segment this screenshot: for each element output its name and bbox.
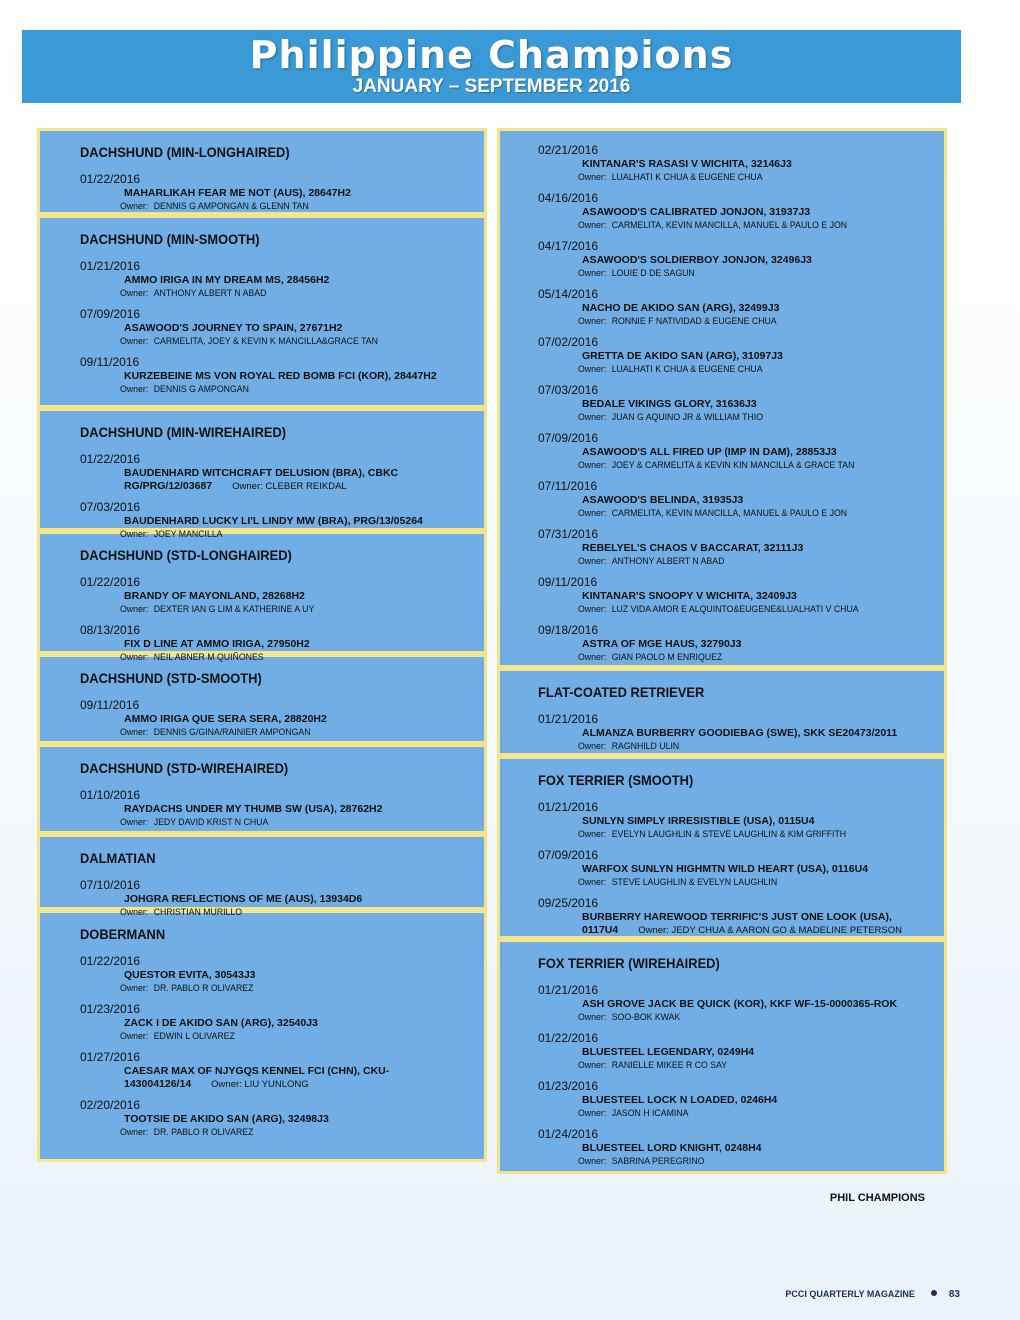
award-date: 01/23/2016 [538,1079,599,1093]
page-title: Philippine Champions [249,33,734,77]
dog-name: AMMO IRIGA IN MY DREAM MS, 28456H2 [124,274,330,286]
owner-line [120,1030,442,1043]
owner-name: LUALHATI K CHUA & EUGENE CHUA [611,364,763,375]
champion-entry [80,1002,470,1043]
owner-label: Owner: [578,1156,607,1167]
page-subtitle: JANUARY – SEPTEMBER 2016 [352,76,631,97]
breed-section [37,215,487,408]
owner-label: Owner: [578,172,607,183]
owner-name: JOEY MANCILLA [153,529,223,540]
owner-name: JASON H ICAMINA [611,1108,689,1119]
dog-name: TOOTSIE DE AKIDO SAN (ARG), 32498J3 [124,1113,329,1125]
dog-name: ASTRA OF MGE HAUS, 32790J3 [582,638,742,650]
owner-label: Owner: [211,1079,242,1090]
owner-label: Owner: [578,364,607,375]
breed-heading: FOX TERRIER (SMOOTH) [538,772,694,788]
owner-name: DR. PABLO R OLIVAREZ [153,983,254,994]
owner-line [578,740,902,753]
section-footer: PHIL CHAMPIONS [829,1192,925,1204]
breed-section [37,128,487,215]
owner-label: Owner: [120,652,149,663]
bullet-dot-icon [931,1290,937,1296]
page-footer [785,1289,960,1300]
award-date: 01/21/2016 [538,712,599,726]
owner-line [578,828,902,841]
owner-line [578,315,902,328]
owner-label: Owner: [578,412,607,423]
award-date: 09/11/2016 [538,575,598,589]
champion-entry [538,287,930,328]
owner-line [578,219,902,232]
owner-line [578,1107,902,1120]
owner-name: SABRINA PEREGRINO [611,1156,705,1167]
award-date: 01/22/2016 [80,575,141,589]
owner-label: Owner: [120,817,149,828]
award-date: 01/10/2016 [80,788,141,802]
champion-entry [538,712,930,753]
owner-label: Owner: [120,727,149,738]
owner-name: CARMELITA, KEVIN MANCILLA, MANUEL & PAULO E JON [611,508,848,519]
champion-entry [80,172,470,213]
owner-line [120,651,442,664]
breed-section [497,668,947,756]
owner-name: LOUIE D DE SAGUN [611,268,695,279]
champion-entry [80,452,470,493]
award-date: 07/03/2016 [80,500,141,514]
owner-name: CHRISTIAN MURILLO [153,907,243,918]
owner-line [120,816,442,829]
award-date: 07/10/2016 [80,878,141,892]
owner-inline [638,925,902,936]
dog-name: SUNLYN SIMPLY IRRESISTIBLE (USA), 0115U4 [582,815,815,827]
award-date: 09/11/2016 [80,698,140,712]
owner-label: Owner: [120,529,149,540]
owner-name: ANTHONY ALBERT N ABAD [611,556,725,567]
owner-label: Owner: [578,508,607,519]
award-date: 07/09/2016 [538,848,599,862]
owner-label: Owner: [120,983,149,994]
breed-heading: DACHSHUND (MIN-SMOOTH) [80,231,260,247]
breed-heading: FLAT-COATED RETRIEVER [538,684,705,700]
owner-name: CARMELITA, KEVIN MANCILLA, MANUEL & PAULO E JON [611,220,848,231]
dog-name: ASH GROVE JACK BE QUICK (KOR), KKF WF-15-0000365-ROK [582,998,898,1010]
owner-name: SOO-BOK KWAK [611,1012,681,1023]
dog-registration: RG/PRG/12/03687 [124,480,213,492]
owner-name: LUALHATI K CHUA & EUGENE CHUA [611,172,763,183]
dog-name: BURBERRY HAREWOOD TERRIFIC'S JUST ONE LOOK (USA), [582,911,892,923]
owner-label: Owner: [120,201,149,212]
owner-name: JEDY CHUA & AARON GO & MADELINE PETERSON [671,925,902,936]
owner-name: EVELYN LAUGHLIN & STEVE LAUGHLIN & KIM GRIFFITH [611,829,847,840]
owner-label: Owner: [578,1012,607,1023]
award-date: 07/03/2016 [538,383,599,397]
dog-name: CAESAR MAX OF NJYGQS KENNEL FCI (CHN), CKU- [124,1065,390,1077]
breed-heading: DALMATIAN [80,850,156,866]
dog-name: ASAWOOD'S CALIBRATED JONJON, 31937J3 [582,206,811,218]
breed-section [37,531,487,663]
award-date: 07/11/2016 [538,479,598,493]
award-date: 04/17/2016 [538,239,599,253]
champion-entry [80,698,470,739]
champion-entry [538,191,930,232]
champion-entry [80,307,470,348]
owner-inline [211,1079,309,1090]
champion-entry [80,500,470,541]
dog-name: KINTANAR'S SNOOPY V WICHITA, 32409J3 [582,590,797,602]
owner-line [120,726,442,739]
owner-label: Owner: [120,604,149,615]
breed-heading: FOX TERRIER (WIREHAIRED) [538,955,720,971]
dog-name: BAUDENHARD WITCHCRAFT DELUSION (BRA), CBKC [124,467,399,479]
breed-section [497,128,947,668]
champion-entry [80,878,470,919]
dog-registration: 0117U4 [582,924,619,936]
champion-entry [80,623,470,664]
title-banner [22,30,961,103]
owner-label: Owner: [578,460,607,471]
owner-label: Owner: [578,604,607,615]
dog-name: FIX D LINE AT AMMO IRIGA, 27950H2 [124,638,310,650]
award-date: 09/18/2016 [538,623,599,637]
award-date: 07/09/2016 [538,431,599,445]
champion-entry [538,143,930,184]
dog-name: ASAWOOD'S SOLDIERBOY JONJON, 32496J3 [582,254,812,266]
champion-entry [538,800,930,841]
dog-name: MAHARLIKAH FEAR ME NOT (AUS), 28647H2 [124,187,351,199]
award-date: 05/14/2016 [538,287,599,301]
owner-line [578,1155,902,1168]
champion-entry [80,1050,470,1091]
award-date: 01/21/2016 [80,259,141,273]
owner-label: Owner: [578,652,607,663]
owner-line [578,1011,902,1024]
champion-entry [80,575,470,616]
owner-line [578,171,902,184]
champion-entry [538,623,930,664]
owner-line [578,267,902,280]
dog-name: BLUESTEEL LOCK N LOADED, 0246H4 [582,1094,778,1106]
award-date: 01/21/2016 [538,800,599,814]
dog-name: BEDALE VIKINGS GLORY, 31636J3 [582,398,757,410]
champion-entry [538,335,930,376]
right-column [497,128,947,1174]
champion-entry [538,527,930,568]
champion-entry [80,788,470,829]
owner-name: RANIELLE MIKEE R CO SAY [611,1060,728,1071]
owner-label: Owner: [578,741,607,752]
champion-entry [538,575,930,616]
owner-line [120,603,442,616]
owner-label: Owner: [578,877,607,888]
dog-name: REBELYEL'S CHAOS V BACCARAT, 32111J3 [582,542,804,554]
champion-entry [538,848,930,889]
owner-name: NEIL ABNER M QUIÑONES [153,652,264,663]
breed-heading: DACHSHUND (STD-WIREHAIRED) [80,760,289,776]
owner-name: JOEY & CARMELITA & KEVIN KIN MANCILLA & GRACE TAN [611,460,855,471]
owner-label: Owner: [578,316,607,327]
owner-name: LUZ VIDA AMOR E ALQUINTO&EUGENE&LUALHATI V CHUA [611,604,859,615]
left-column [37,128,487,1162]
owner-name: RAGNHILD ULIN [611,741,680,752]
owner-name: GIAN PAOLO M ENRIQUEZ [611,652,723,663]
owner-line [120,528,442,541]
owner-line [120,200,442,213]
dog-name: ZACK I DE AKIDO SAN (ARG), 32540J3 [124,1017,318,1029]
dog-name: QUESTOR EVITA, 30543J3 [124,969,256,981]
owner-name: DENNIS G AMPONGAN [153,384,249,395]
dog-name: ASAWOOD'S BELINDA, 31935J3 [582,494,744,506]
champion-entry [538,983,930,1024]
dog-name-continued [124,1078,470,1091]
owner-line [578,459,902,472]
owner-name: DEXTER IAN G LIM & KATHERINE A UY [153,604,315,615]
breed-section [497,939,947,1174]
owner-line [120,287,442,300]
champion-entry [80,1098,470,1139]
page-number: 83 [948,1289,960,1300]
award-date: 01/22/2016 [80,172,141,186]
owner-inline [232,481,347,492]
dog-name: ASAWOOD'S JOURNEY TO SPAIN, 27671H2 [124,322,343,334]
award-date: 01/22/2016 [538,1031,599,1045]
champion-entry [538,1031,930,1072]
dog-name: ALMANZA BURBERRY GOODIEBAG (SWE), SKK SE20473/2011 [582,727,898,739]
champion-entry [538,383,930,424]
owner-line [578,555,902,568]
award-date: 04/16/2016 [538,191,599,205]
award-date: 01/23/2016 [80,1002,141,1016]
award-date: 07/09/2016 [80,307,141,321]
dog-name: KURZEBEINE MS VON ROYAL RED BOMB FCI (KOR), 28447H2 [124,370,437,382]
award-date: 02/20/2016 [80,1098,141,1112]
dog-name: ASAWOOD'S ALL FIRED UP (IMP IN DAM), 28853J3 [582,446,837,458]
award-date: 02/21/2016 [538,143,599,157]
dog-name: BRANDY OF MAYONLAND, 28268H2 [124,590,305,602]
dog-name: GRETTA DE AKIDO SAN (ARG), 31097J3 [582,350,783,362]
owner-label: Owner: [638,925,669,936]
owner-label: Owner: [232,481,263,492]
owner-line [120,906,442,919]
breed-heading: DACHSHUND (MIN-LONGHAIRED) [80,144,290,160]
owner-name: DENNIS G AMPONGAN & GLENN TAN [153,201,309,212]
champion-entry [80,355,470,396]
champion-entry [538,1127,930,1168]
owner-name: RONNIE F NATIVIDAD & EUGENE CHUA [611,316,777,327]
owner-label: Owner: [578,556,607,567]
owner-line [578,507,902,520]
owner-line [578,603,902,616]
owner-name: STEVE LAUGHLIN & EVELYN LAUGHLIN [611,877,778,888]
award-date: 08/13/2016 [80,623,141,637]
dog-name: RAYDACHS UNDER MY THUMB SW (USA), 28762H2 [124,803,383,815]
dog-name-continued [582,924,930,937]
dog-name: KINTANAR'S RASASI V WICHITA, 32146J3 [582,158,792,170]
award-date: 01/27/2016 [80,1050,141,1064]
owner-label: Owner: [120,384,149,395]
owner-label: Owner: [578,268,607,279]
owner-line [120,383,442,396]
champion-entry [538,479,930,520]
award-date: 01/22/2016 [80,954,141,968]
owner-line [120,1126,442,1139]
owner-name: CARMELITA, JOEY & KEVIN K MANCILLA&GRACE TAN [153,336,378,347]
champion-entry [538,896,930,937]
dog-name: AMMO IRIGA QUE SERA SERA, 28820H2 [124,713,327,725]
owner-name: JUAN G AQUINO JR & WILLIAM THIO [611,412,764,423]
breed-section [37,744,487,834]
champion-entry [538,1079,930,1120]
dog-name: JOHGRA REFLECTIONS OF ME (AUS), 13934D6 [124,893,363,905]
award-date: 09/11/2016 [80,355,140,369]
dog-name-continued [124,480,470,493]
owner-line [120,335,442,348]
dog-name: BLUESTEEL LEGENDARY, 0249H4 [582,1046,755,1058]
breed-section [37,654,487,744]
breed-section [37,834,487,918]
owner-name: EDWIN L OLIVAREZ [153,1031,235,1042]
owner-line [578,411,902,424]
owner-label: Owner: [120,1031,149,1042]
owner-label: Owner: [120,288,149,299]
award-date: 07/02/2016 [538,335,599,349]
award-date: 01/22/2016 [80,452,141,466]
owner-label: Owner: [578,1060,607,1071]
owner-line [120,982,442,995]
award-date: 01/21/2016 [538,983,599,997]
award-date: 07/31/2016 [538,527,599,541]
owner-label: Owner: [578,829,607,840]
owner-name: DENNIS G/GINA/RAINIER AMPONGAN [153,727,311,738]
owner-name: ANTHONY ALBERT N ABAD [153,288,267,299]
dog-name: BAUDENHARD LUCKY LI'L LINDY MW (BRA), PRG/13/05264 [124,515,423,527]
owner-line [578,363,902,376]
owner-label: Owner: [120,336,149,347]
owner-line [578,876,902,889]
owner-line [578,651,902,664]
champion-entry [80,259,470,300]
breed-section [37,910,487,1162]
champion-entry [538,239,930,280]
owner-line [578,1059,902,1072]
owner-label: Owner: [578,1108,607,1119]
dog-name: WARFOX SUNLYN HIGHMTN WILD HEART (USA), 0116U4 [582,863,869,875]
award-date: 01/24/2016 [538,1127,599,1141]
owner-name: JEDY DAVID KRIST N CHUA [153,817,269,828]
breed-section [497,756,947,939]
dog-registration: 143004126/14 [124,1078,192,1090]
owner-name: LIU YUNLONG [244,1079,309,1090]
owner-name: CLEBER REIKDAL [265,481,347,492]
owner-label: Owner: [578,220,607,231]
breed-heading: DACHSHUND (STD-SMOOTH) [80,670,262,686]
owner-name: DR. PABLO R OLIVAREZ [153,1127,254,1138]
award-date: 09/25/2016 [538,896,599,910]
breed-heading: DACHSHUND (STD-LONGHAIRED) [80,547,292,563]
dog-name: BLUESTEEL LORD KNIGHT, 0248H4 [582,1142,762,1154]
magazine-name: PCCI QUARTERLY MAGAZINE [785,1289,915,1299]
breed-heading: DOBERMANN [80,926,166,942]
champion-entry [80,954,470,995]
breed-section [37,408,487,540]
dog-name: NACHO DE AKIDO SAN (ARG), 32499J3 [582,302,780,314]
owner-label: Owner: [120,1127,149,1138]
owner-label: Owner: [120,907,149,918]
breed-heading: DACHSHUND (MIN-WIREHAIRED) [80,424,287,440]
champion-entry [538,431,930,472]
